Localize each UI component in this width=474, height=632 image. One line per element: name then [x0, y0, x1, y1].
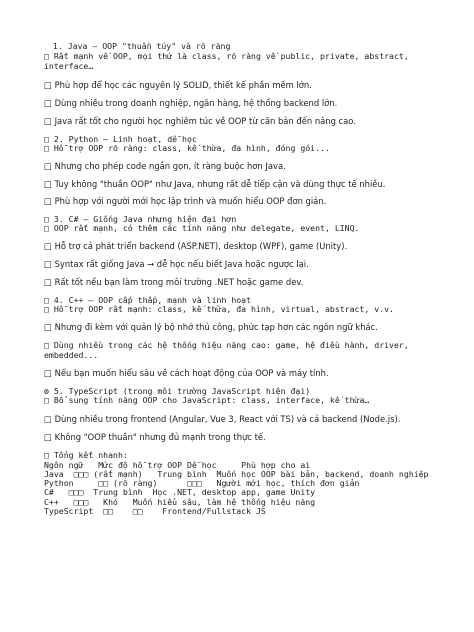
bullet-text: □ Dùng nhiều trong doanh nghiệp, ngân hàng, hệ thống backend lớn.	[44, 98, 338, 108]
section-heading-csharp: □ 3. C# – Giống Java nhưng hiện đại hơn	[44, 214, 237, 224]
summary-row-python: Python □□ (rõ ràng) □□□ Người mới học, thích đơn giản	[44, 478, 360, 488]
bullet-text: □ Nếu bạn muốn hiểu sâu về cách hoạt động của OOP và máy tính.	[44, 368, 329, 378]
bullet-text: □ Syntax rất giống Java → dễ học nếu biết Java hoặc ngược lại.	[44, 259, 309, 269]
bullet-text: □ Java rất tốt cho người học nghiêm túc về OOP từ căn bản đến nâng cao.	[44, 116, 356, 126]
bullet-text: □ Hỗ trợ OOP rất mạnh: class, kế thừa, đa hình, virtual, abstract, v.v.	[44, 304, 394, 314]
summary-heading: □ Tổng kết nhanh:	[44, 450, 128, 460]
bullet-text: □ Dùng nhiều trong frontend (Angular, Vue 3, React với TS) và cả backend (Node.js).	[44, 414, 401, 424]
bullet-text: □ Nhưng đi kèm với quản lý bộ nhớ thủ công, phức tạp hơn các ngôn ngữ khác.	[44, 322, 378, 332]
bullet-text: □ Phù hợp để học các nguyên lý SOLID, thiết kế phần mềm lớn.	[44, 80, 312, 90]
bullet-text: □ Tuy không "thuần OOP" như Java, nhưng rất dễ tiếp cận và dùng thực tế nhiều.	[44, 179, 386, 189]
section-heading-cpp: □ 4. C++ – OOP cấp thấp, mạnh và linh hoạt	[44, 295, 252, 305]
bullet-text: □ Bổ sung tính năng OOP cho JavaScript: class, interface, kế thừa…	[44, 395, 370, 405]
bullet-text: □ Rất tốt nếu bạn làm trong môi trường .NET hoặc game dev.	[44, 277, 304, 287]
section-heading-python: □ 2. Python – Linh hoạt, dễ học	[44, 134, 197, 144]
bullet-text: □ Nhưng cho phép code ngắn gọn, ít ràng buộc hơn Java.	[44, 161, 286, 171]
bullet-text: □ Phù hợp với người mới học lập trình và muốn hiểu OOP đơn giản.	[44, 196, 327, 206]
summary-row-cpp: C++ □□□ Khó Muốn hiểu sâu, làm hệ thống hiệu năng	[44, 497, 316, 507]
bullet-text: □ Dùng nhiều trong các hệ thống hiệu năng cao: game, hệ điều hành, driver,	[44, 340, 409, 350]
bullet-text: □ Không "OOP thuần" nhưng đủ mạnh trong thực tế.	[44, 432, 266, 442]
bullet-text: □ Hỗ trợ OOP rõ ràng: class, kế thừa, đa hình, đóng gói...	[44, 143, 330, 153]
bullet-text-continued: embedded...	[44, 350, 99, 360]
bullet-text: □ Rất mạnh về OOP, mọi thứ là class, rõ ràng về public, private, abstract,	[44, 51, 409, 61]
summary-row-csharp: C# □□□ Trung bình Học .NET, desktop app, game Unity	[44, 487, 316, 497]
summary-row-typescript: TypeScript □□ □□ Frontend/Fullstack JS	[44, 506, 266, 516]
summary-table-header: Ngôn ngữ Mức độ hỗ trợ OOP Dễ học Phù hợp cho ai	[44, 460, 311, 470]
bullet-text: □ OOP rất mạnh, có thêm các tính năng như delegate, event, LINQ.	[44, 223, 360, 233]
bullet-text-continued: interface…	[44, 61, 94, 71]
summary-row-java: Java □□□ (rất mạnh) Trung bình Muốn học OOP bài bản, backend, doanh nghiệp	[44, 469, 429, 479]
section-heading-java: 1. Java – OOP "thuần túy" và rõ ràng	[48, 41, 231, 51]
section-heading-typescript: ⚙ 5. TypeScript (trong môi trường JavaScript hiện đại)	[44, 386, 311, 396]
bullet-text: □ Hỗ trợ cả phát triển backend (ASP.NET), desktop (WPF), game (Unity).	[44, 241, 348, 251]
